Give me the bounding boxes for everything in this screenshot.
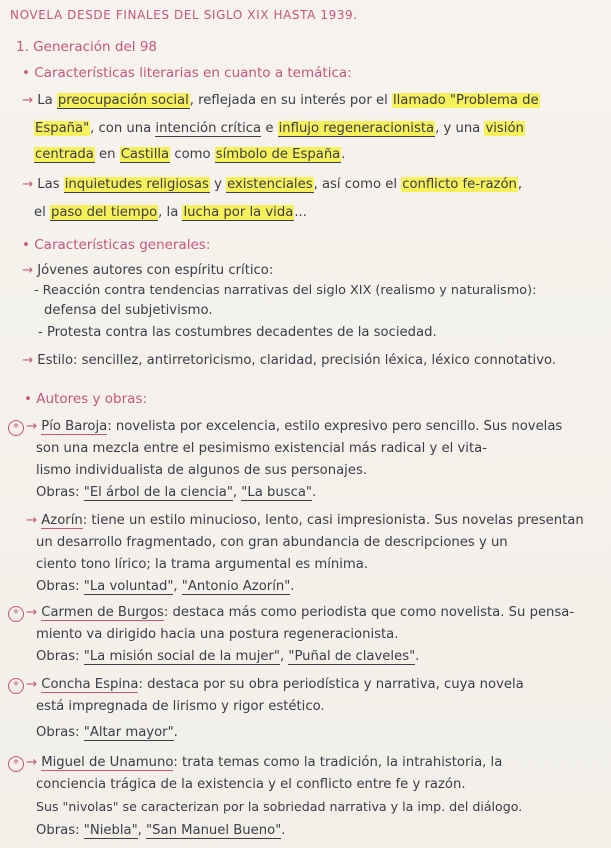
burgos-obras xyxy=(36,648,419,666)
text: , xyxy=(137,823,147,838)
burgos-line-1 xyxy=(26,604,574,622)
text: en xyxy=(94,147,120,162)
text: . xyxy=(173,725,178,740)
text: . xyxy=(415,649,420,664)
author-name: Carmen de Burgos xyxy=(41,605,164,620)
arrow-icon: → xyxy=(22,93,34,108)
tematica-heading: • Características literarias en cuanto a temática: xyxy=(22,65,352,81)
unamuno-obras xyxy=(36,822,285,840)
generales-line-2: - Reacción contra tendencias narrativas del siglo XIX (realismo y naturalismo): xyxy=(34,283,537,298)
generales-line-1 xyxy=(22,262,273,280)
generales-line-5 xyxy=(22,352,556,370)
text: , y una xyxy=(435,121,485,136)
author-name: Azorín xyxy=(41,513,83,528)
author-name: Pío Baroja xyxy=(41,419,108,434)
azorin-line-1 xyxy=(26,512,584,530)
tematica-line-2 xyxy=(22,176,522,194)
text: . xyxy=(341,147,346,162)
arrow-icon: → xyxy=(26,605,38,620)
highlight: Castilla xyxy=(120,147,170,162)
baroja-line-2: son una mezcla entre el pesimismo existencial más radical y el vita- xyxy=(36,441,487,456)
text: como xyxy=(170,147,215,162)
author-name: Miguel de Unamuno xyxy=(41,755,174,770)
generales-line-3: defensa del subjetivismo. xyxy=(44,303,213,318)
obra-title: "Altar mayor" xyxy=(83,725,174,740)
highlight: llamado "Problema de xyxy=(392,93,539,108)
azorin-line-2: un desarrollo fragmentado, con gran abundancia de descripciones y un xyxy=(36,535,508,550)
page-title: NOVELA DESDE FINALES DEL SIGLO XIX HASTA 1939. xyxy=(10,8,358,22)
text: . xyxy=(311,485,317,500)
azorin-obras xyxy=(36,578,295,596)
arrow-icon: → xyxy=(26,419,38,434)
text: , con una xyxy=(90,121,156,136)
obra-title: "El árbol de la ciencia" xyxy=(83,485,233,500)
highlight: existenciales xyxy=(227,177,313,192)
obra-title: "La voluntad" xyxy=(83,579,174,594)
generales-line-4: - Protesta contra las costumbres decadentes de la sociedad. xyxy=(38,325,437,340)
burgos-line-2: miento va dirigido hacia una postura regeneracionista. xyxy=(36,627,399,642)
tematica-line-2b xyxy=(34,204,307,222)
espina-line-1 xyxy=(26,676,524,694)
espina-line-2: está impregnada de lirismo y rigor estético. xyxy=(36,699,325,714)
text: , así como el xyxy=(313,177,402,192)
generales-heading: • Características generales: xyxy=(22,237,211,253)
highlight: influjo regeneracionista xyxy=(278,121,435,136)
text: : destaca por su obra periodística y narrativa, cuya novela xyxy=(138,677,524,692)
text: , xyxy=(173,579,182,594)
obra-title: "La busca" xyxy=(241,485,312,500)
asterisk-circle-icon: * xyxy=(8,756,24,772)
highlight: España" xyxy=(35,121,90,136)
autores-heading: • Autores y obras: xyxy=(24,391,147,407)
obras-label: Obras: xyxy=(36,725,84,740)
arrow-icon: → xyxy=(26,513,38,528)
obra-title: "Niebla" xyxy=(83,823,138,838)
highlight: preocupación social xyxy=(57,93,189,108)
azorin-line-3: ciento tono lírico; la trama argumental es mínima. xyxy=(36,557,369,572)
tematica-line-1 xyxy=(22,92,540,110)
text: . xyxy=(281,823,286,838)
text: e xyxy=(261,121,278,136)
asterisk-circle-icon: * xyxy=(8,678,24,694)
asterisk-circle-icon: * xyxy=(8,606,24,622)
text: Estilo: sencillez, antirretoricismo, claridad, precisión léxica, léxico connotativo. xyxy=(37,353,557,368)
text: . xyxy=(290,579,295,594)
highlight: centrada xyxy=(35,147,94,162)
obras-label: Obras: xyxy=(36,485,84,500)
text: , xyxy=(280,649,289,664)
text: : destaca más como periodista que como novelista. Su pensa- xyxy=(163,605,575,620)
obra-title: "Puñal de claveles" xyxy=(288,649,416,664)
highlight: lucha por la vida xyxy=(183,205,294,220)
obras-label: Obras: xyxy=(36,649,84,664)
unamuno-line-1 xyxy=(26,754,502,772)
arrow-icon: → xyxy=(22,177,34,192)
text: : novelista por excelencia, estilo expresivo pero sencillo. Sus novelas xyxy=(107,419,563,434)
baroja-line-3: lismo individualista de algunos de sus personajes. xyxy=(36,463,368,478)
tematica-line-1b xyxy=(34,120,525,138)
text: el xyxy=(34,205,50,220)
asterisk-circle-icon: * xyxy=(8,420,24,436)
text: , la xyxy=(158,205,183,220)
highlight: conflicto fe-razón xyxy=(402,177,517,192)
highlight: inquietudes religiosas xyxy=(64,177,209,192)
arrow-icon: → xyxy=(22,263,34,278)
arrow-icon: → xyxy=(26,755,38,770)
unamuno-line-3: Sus "nivolas" se caracterizan por la sobriedad narrativa y la imp. del diálogo. xyxy=(36,799,523,814)
obra-title: "San Manuel Bueno" xyxy=(146,823,282,838)
tematica-line-1c xyxy=(34,146,345,164)
text: Jóvenes autores con espíritu crítico: xyxy=(37,263,274,278)
arrow-icon: → xyxy=(22,353,34,368)
baroja-obras xyxy=(36,484,316,502)
highlight: símbolo de España xyxy=(215,147,341,162)
text: La xyxy=(37,93,57,108)
espina-obras xyxy=(36,724,178,742)
text: : tiene un estilo minucioso, lento, casi impresionista. Sus novelas presentan xyxy=(82,513,584,528)
obras-label: Obras: xyxy=(36,579,84,594)
underline: intención crítica xyxy=(155,121,262,136)
obras-label: Obras: xyxy=(36,823,84,838)
arrow-icon: → xyxy=(26,677,38,692)
highlight: visión xyxy=(485,121,524,136)
text: , xyxy=(232,485,242,500)
text: Las xyxy=(37,177,64,192)
unamuno-line-2: conciencia trágica de la existencia y el conflicto entre fe y razón. xyxy=(36,777,466,792)
text: : trata temas como la tradición, la intrahistoria, la xyxy=(173,755,503,770)
text: , reflejada en su interés por el xyxy=(189,93,392,108)
author-name: Concha Espina xyxy=(41,677,139,692)
obra-title: "La misión social de la mujer" xyxy=(83,649,280,664)
text: , xyxy=(517,177,523,192)
highlight: paso del tiempo xyxy=(50,205,158,220)
text: y xyxy=(209,177,227,192)
baroja-line-1 xyxy=(26,418,562,436)
obra-title: "Antonio Azorín" xyxy=(181,579,291,594)
text: ... xyxy=(294,205,307,220)
section-heading: 1. Generación del 98 xyxy=(16,39,157,55)
